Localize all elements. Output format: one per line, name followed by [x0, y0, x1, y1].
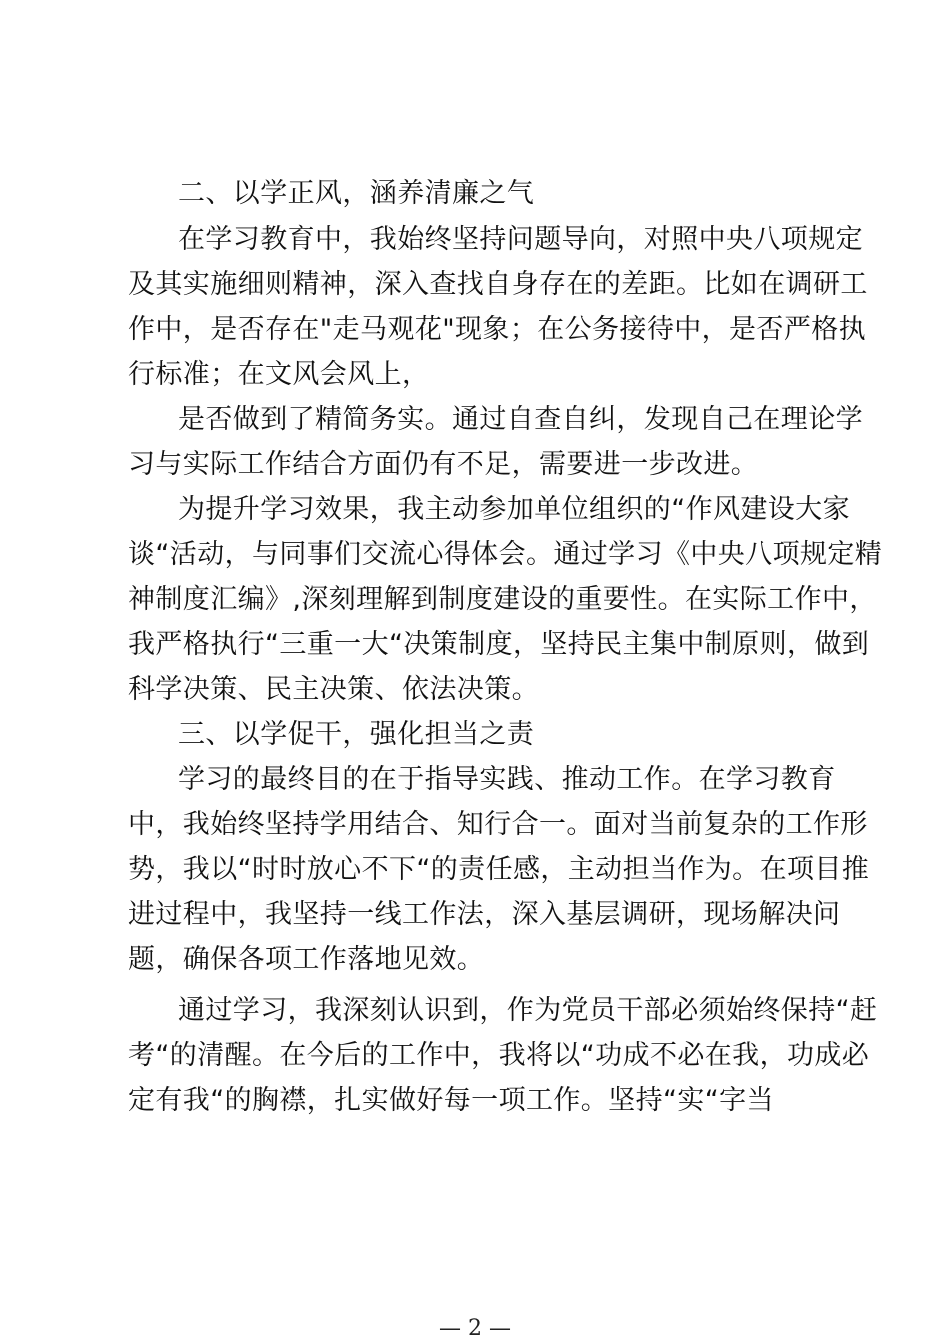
paragraph-line: 题，确保各项工作落地见效。: [128, 944, 485, 975]
paragraph-line: 定有我“的胸襟，扎实做好每一项工作。坚持“实“字当: [128, 1085, 774, 1116]
paragraph-line: 我严格执行“三重一大“决策制度，坚持民主集中制原则，做到: [128, 629, 870, 660]
page-number: — 2 —: [439, 1316, 511, 1341]
paragraph-line: 及其实施细则精神，深入查找自身存在的差距。比如在调研工: [128, 269, 868, 300]
paragraph-line: 行标准；在文风会风上，: [128, 359, 430, 390]
paragraph-line: 谈“活动，与同事们交流心得体会。通过学习《中央八项规定精: [128, 539, 883, 570]
paragraph-line: 科学决策、民主决策、依法决策。: [128, 674, 539, 705]
section-heading-2: 二、以学正风，涵养清廉之气: [178, 178, 535, 209]
paragraph-line: 势，我以“时时放心不下“的责任感，主动担当作为。在项目推: [128, 854, 870, 885]
paragraph-line: 进过程中，我坚持一线工作法，深入基层调研，现场解决问: [128, 899, 841, 930]
paragraph-line: 在学习教育中，我始终坚持问题导向，对照中央八项规定: [178, 224, 863, 255]
paragraph-line: 为提升学习效果，我主动参加单位组织的“作风建设大家: [178, 494, 850, 525]
paragraph-line: 中，我始终坚持学用结合、知行合一。面对当前复杂的工作形: [128, 809, 868, 840]
paragraph-line: 作中，是否存在"走马观花"现象；在公务接待中，是否严格执: [128, 314, 867, 345]
paragraph-line: 是否做到了精简务实。通过自查自纠，发现自己在理论学: [178, 404, 863, 435]
paragraph-line: 神制度汇编》,深刻理解到制度建设的重要性。在实际工作中，: [128, 584, 877, 615]
paragraph-line: 考“的清醒。在今后的工作中，我将以“功成不必在我，功成必: [128, 1040, 870, 1071]
paragraph-line: 学习的最终目的在于指导实践、推动工作。在学习教育: [178, 764, 836, 795]
paragraph-line: 通过学习，我深刻认识到，作为党员干部必须始终保持“赶: [178, 995, 878, 1026]
section-heading-3: 三、以学促干，强化担当之责: [178, 719, 535, 750]
paragraph-line: 习与实际工作结合方面仍有不足，需要进一步改进。: [128, 449, 759, 480]
